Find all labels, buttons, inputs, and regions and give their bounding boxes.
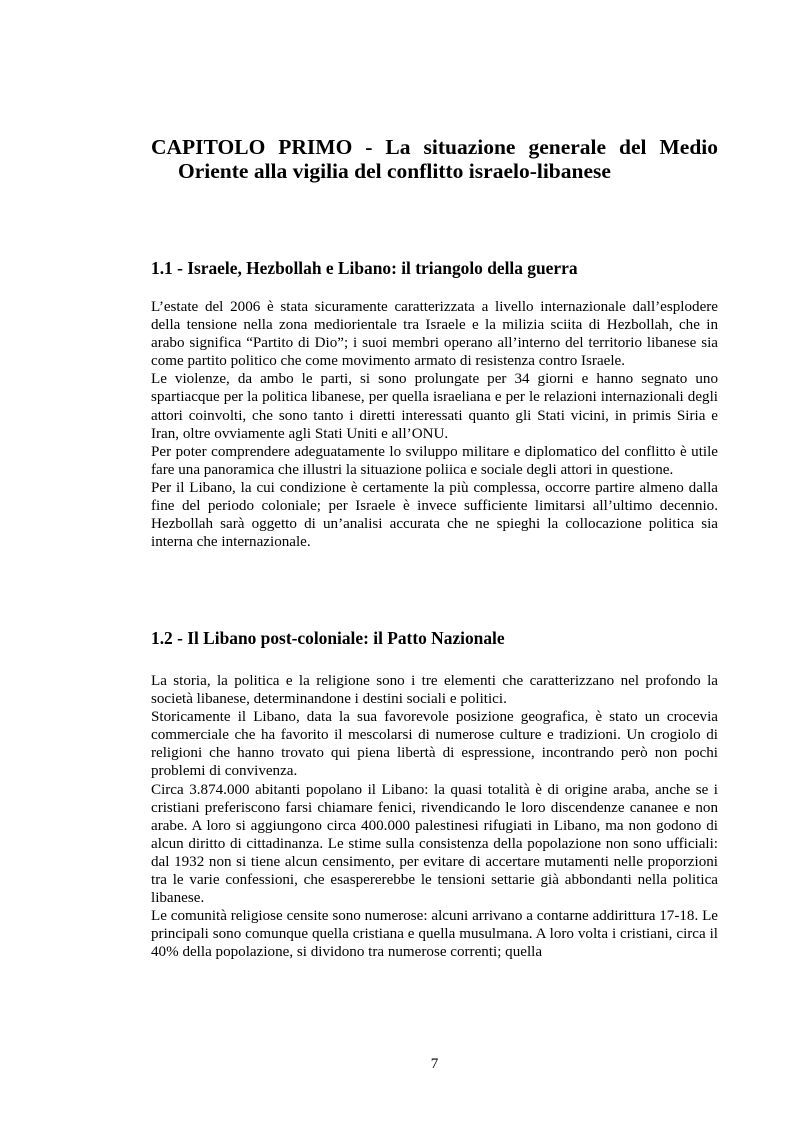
section-body-1-2 [151, 672, 718, 962]
paragraph: Le comunità religiose censite sono numerose: alcuni arrivano a contarne addirittura 17-18. Le principali sono comunque quella cristiana e quella musulmana. A loro volta i cristiani, circa il 40% della popolazione, si dividono tra numerose correnti; quella [151, 908, 718, 961]
paragraph: La storia, la politica e la religione sono i tre elementi che caratterizzano nel profondo la società libanese, determinandone i destini sociali e politici. [151, 673, 718, 708]
paragraph: L’estate del 2006 è stata sicuramente caratterizzata a livello internazionale dall’esplodere della tensione nella zona mediorientale tra Israele e la milizia sciita di Hezbollah, che in arabo significa “Partito di Dio”; i suoi membri operano all’interno del territorio libanese sia come partito politico che come movimento armato di resistenza contro Israele. [151, 299, 718, 370]
paragraph: Per il Libano, la cui condizione è certamente la più complessa, occorre partire almeno dalla fine del periodo coloniale; per Israele è invece sufficiente limitarsi all’ultimo decennio. Hezbollah sarà oggetto di un’analisi accurata che ne spieghi la collocazione politica sia interna che internazionale. [151, 479, 718, 551]
chapter-title [151, 135, 718, 183]
chapter-title-line-2: Oriente alla vigilia del conflitto israelo-libanese [178, 159, 611, 183]
section-heading-1-1: 1.1 - Israele, Hezbollah e Libano: il triangolo della guerra [151, 258, 578, 278]
section-heading-1-2: 1.2 - Il Libano post-coloniale: il Patto Nazionale [151, 628, 505, 648]
page-number: 7 [430, 1056, 439, 1072]
paragraph: Circa 3.874.000 abitanti popolano il Libano: la quasi totalità è di origine araba, anche se i cristiani preferiscono farsi chiamare fenici, rivendicando le loro discendenze cananee e non arabe. A loro si aggiungono circa 400.000 palestinesi rifugiati in Libano, ma non godono di alcun diritto di cittadinanza. Le stime sulla consistenza della popolazione non sono ufficiali: dal 1932 non si tiene alcun censimento, per evitare di accertare mutamenti nelle proporzioni tra le varie confessioni, che esaspererebbe le tensioni settarie già abbondanti nella politica libanese. [151, 781, 718, 907]
paragraph: Per poter comprendere adeguatamente lo sviluppo militare e diplomatico del conflitto è utile fare una panoramica che illustri la situazione poliica e sociale degli attori in questione. [151, 443, 718, 478]
chapter-title-line-1: CAPITOLO PRIMO - La situazione generale del Medio [151, 135, 718, 159]
paragraph: Storicamente il Libano, data la sua favorevole posizione geografica, è stato un crocevia commerciale che ha favorito il mescolarsi di numerose culture e tradizioni. Un crogiolo di religioni che hanno trovato qui piena libertà di espressione, incontrando però non pochi problemi di convivenza. [151, 709, 718, 780]
paragraph: Le violenze, da ambo le parti, si sono prolungate per 34 giorni e hanno segnato uno spartiacque per la politica libanese, per quella israeliana e per le relazioni internazionali degli attori coinvolti, che sono tanto i diretti interessati quanto gli Stati vicini, in primis Siria e Iran, oltre ovviamente agli Stati Uniti e all’ONU. [151, 371, 718, 442]
section-body-1-1 [151, 298, 718, 551]
